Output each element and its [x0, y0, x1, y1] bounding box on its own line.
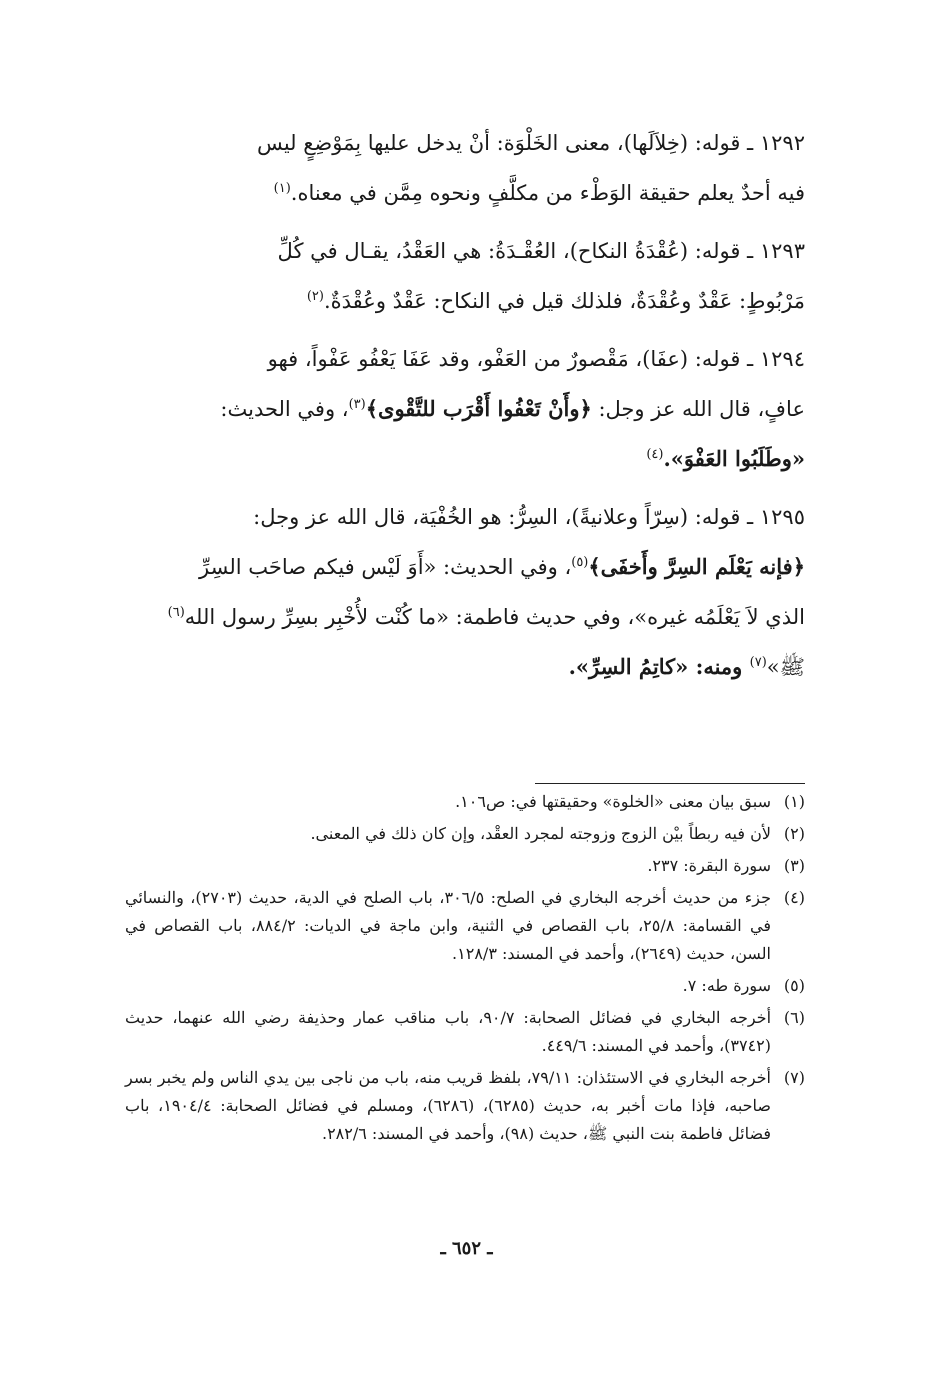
footnote-number: (٣)	[783, 856, 805, 875]
entry-line	[125, 276, 805, 326]
entry-line	[125, 492, 805, 542]
footnote	[125, 1004, 805, 1060]
footnote-number: (٥)	[783, 976, 805, 995]
hadith-quote: «وطَلَبُوا العَفْوَ».	[663, 446, 805, 471]
entry-text: ١٢٩٣ ـ قوله: (عُقْدَةُ النكاح)، العُقْـدَةُ: هي العَقْدُ، يقـال في كُلِّ	[277, 239, 805, 263]
entry-line	[125, 384, 805, 434]
footnote-number: (٢)	[783, 824, 805, 843]
entry-line	[125, 434, 805, 484]
footnote-text: أخرجه البخاري في فضائل الصحابة: ٩٠/٧، باب مناقب عمار وحذيفة رضي الله عنهما، حديث (٣٧٤٢)، وأحمد في المسند: ٤٤٩/٦.	[125, 1008, 772, 1055]
entry-text: مَرْبُوطٍ: عَقْدٌ وعُقْدَةٌ، فلذلك قيل في النكاح: عَقْدٌ وعُقْدَةٌ.	[323, 289, 805, 313]
footnote	[125, 788, 805, 816]
entry-text: فيه أحدٌ يعلم حقيقة الوَطْء من مكلَّفٍ ونحوه مِمَّن في معناه.	[290, 181, 805, 205]
footnote-number: (٦)	[783, 1008, 805, 1027]
entry-text: ١٢٩٤ ـ قوله: (عفَا)، مَقْصورٌ من العَفْو، وقد عَفَا يَعْفُو عَفْواً، فهو	[267, 347, 805, 371]
entry-text: ومنه: «كاتِمُ السِرِّ».	[568, 654, 750, 679]
entry-text: ، وفي الحديث:	[220, 397, 349, 421]
footnotes	[125, 788, 805, 1152]
entry-1293	[125, 226, 805, 326]
footnote	[125, 1064, 805, 1148]
entry-text: ، وفي الحديث: «أَوَ لَيْس فيكم صاحَب السِرِّ	[199, 555, 572, 579]
footnote-text: سورة البقرة: ٢٣٧.	[647, 856, 771, 875]
footnote	[125, 884, 805, 968]
footnote-number: (٧)	[783, 1068, 805, 1087]
footnote-ref[interactable]: (٧)	[749, 655, 767, 670]
footnote-number: (١)	[783, 792, 805, 811]
footnote	[125, 852, 805, 880]
footnote-text: لأن فيه ربطاً بيْن الزوج وزوجته لمجرد العقْد، وإن كان ذلك في المعنى.	[310, 824, 771, 843]
entry-text: ١٢٩٢ ـ قوله: (خِلاَلَها)، معنى الخَلْوَة: أنْ يدخل عليها بِمَوْضِعٍ ليس	[257, 131, 805, 155]
footnote	[125, 972, 805, 1000]
footnote-text: سبق بيان معنى «الخلوة» وحقيقتها في: ص١٠٦.	[455, 792, 771, 811]
footnote-text: أخرجه البخاري في الاستئذان: ٧٩/١١، بلفظ قريب منه، باب من ناجى بين يدي الناس ولم يخبر بسر صاحبه، فإذا مات أخبر به، حديث (٦٢٨٥)، (٦٢٨٦)، ومسلم في فضائل الصحابة: ١٩٠٤/٤، باب فضائل فاطمة بنت النبي ﷺ، حديث (٩٨)، وأحمد في المسند: ٢٨٢/٦.	[125, 1068, 772, 1143]
page-number: ـ ٦٥٢ ـ	[440, 1238, 493, 1259]
footnote-ref[interactable]: (٥)	[571, 555, 589, 570]
quran-verse: ﴿وأَنْ تَعْفُوا أَقْرَب للتَّقْوى﴾	[365, 396, 592, 421]
footnote-ref[interactable]: (٦)	[167, 605, 185, 620]
entry-text: الذي لاَ يَعْلَمُه غيره»، وفي حديث فاطمة: «ما كُنْت لأُخْبِر بسِرِّ رسول الله	[184, 605, 805, 629]
footnote-ref[interactable]: (٤)	[646, 447, 664, 462]
entry-line	[125, 642, 805, 692]
footnote-text: جزء من حديث أخرجه البخاري في الصلح: ٣٠٦/٥، باب الصلح في الدية، حديث (٢٧٠٣)، والنسائي في القسامة: ٢٥/٨، باب القصاص في الثنية، وابن ماجة في الديات: ٨٨٤/٢، باب القصاص في السن، حديث (٢٦٤٩)، وأحمد في المسند: ١٢٨/٣.	[125, 888, 772, 963]
entry-text: ١٢٩٥ ـ قوله: (سِرّاً وعلانيةً)، السِرُّ: هو الخُفْيَة، قال الله عز وجل:	[253, 505, 805, 529]
footnote-text: سورة طه: ٧.	[682, 976, 771, 995]
entry-text: عافٍ، قال الله عز وجل:	[591, 397, 805, 421]
footnote-divider	[535, 783, 805, 784]
footnote-number: (٤)	[783, 888, 805, 907]
entry-text: ﷺ»	[766, 655, 805, 679]
entry-1295	[125, 492, 805, 692]
footnote-ref[interactable]: (١)	[273, 181, 291, 196]
entry-line	[125, 118, 805, 168]
main-text	[125, 118, 805, 700]
entry-line	[125, 168, 805, 218]
entry-line	[125, 542, 805, 592]
entry-1292	[125, 118, 805, 218]
footnote-ref[interactable]: (٣)	[348, 397, 366, 412]
entry-line	[125, 334, 805, 384]
quran-verse: ﴿فإنه يَعْلَم السِرَّ وأَخفَى﴾	[588, 554, 805, 579]
footnote	[125, 820, 805, 848]
entry-1294	[125, 334, 805, 484]
entry-line	[125, 226, 805, 276]
footnote-ref[interactable]: (٢)	[306, 289, 324, 304]
entry-line	[125, 592, 805, 642]
